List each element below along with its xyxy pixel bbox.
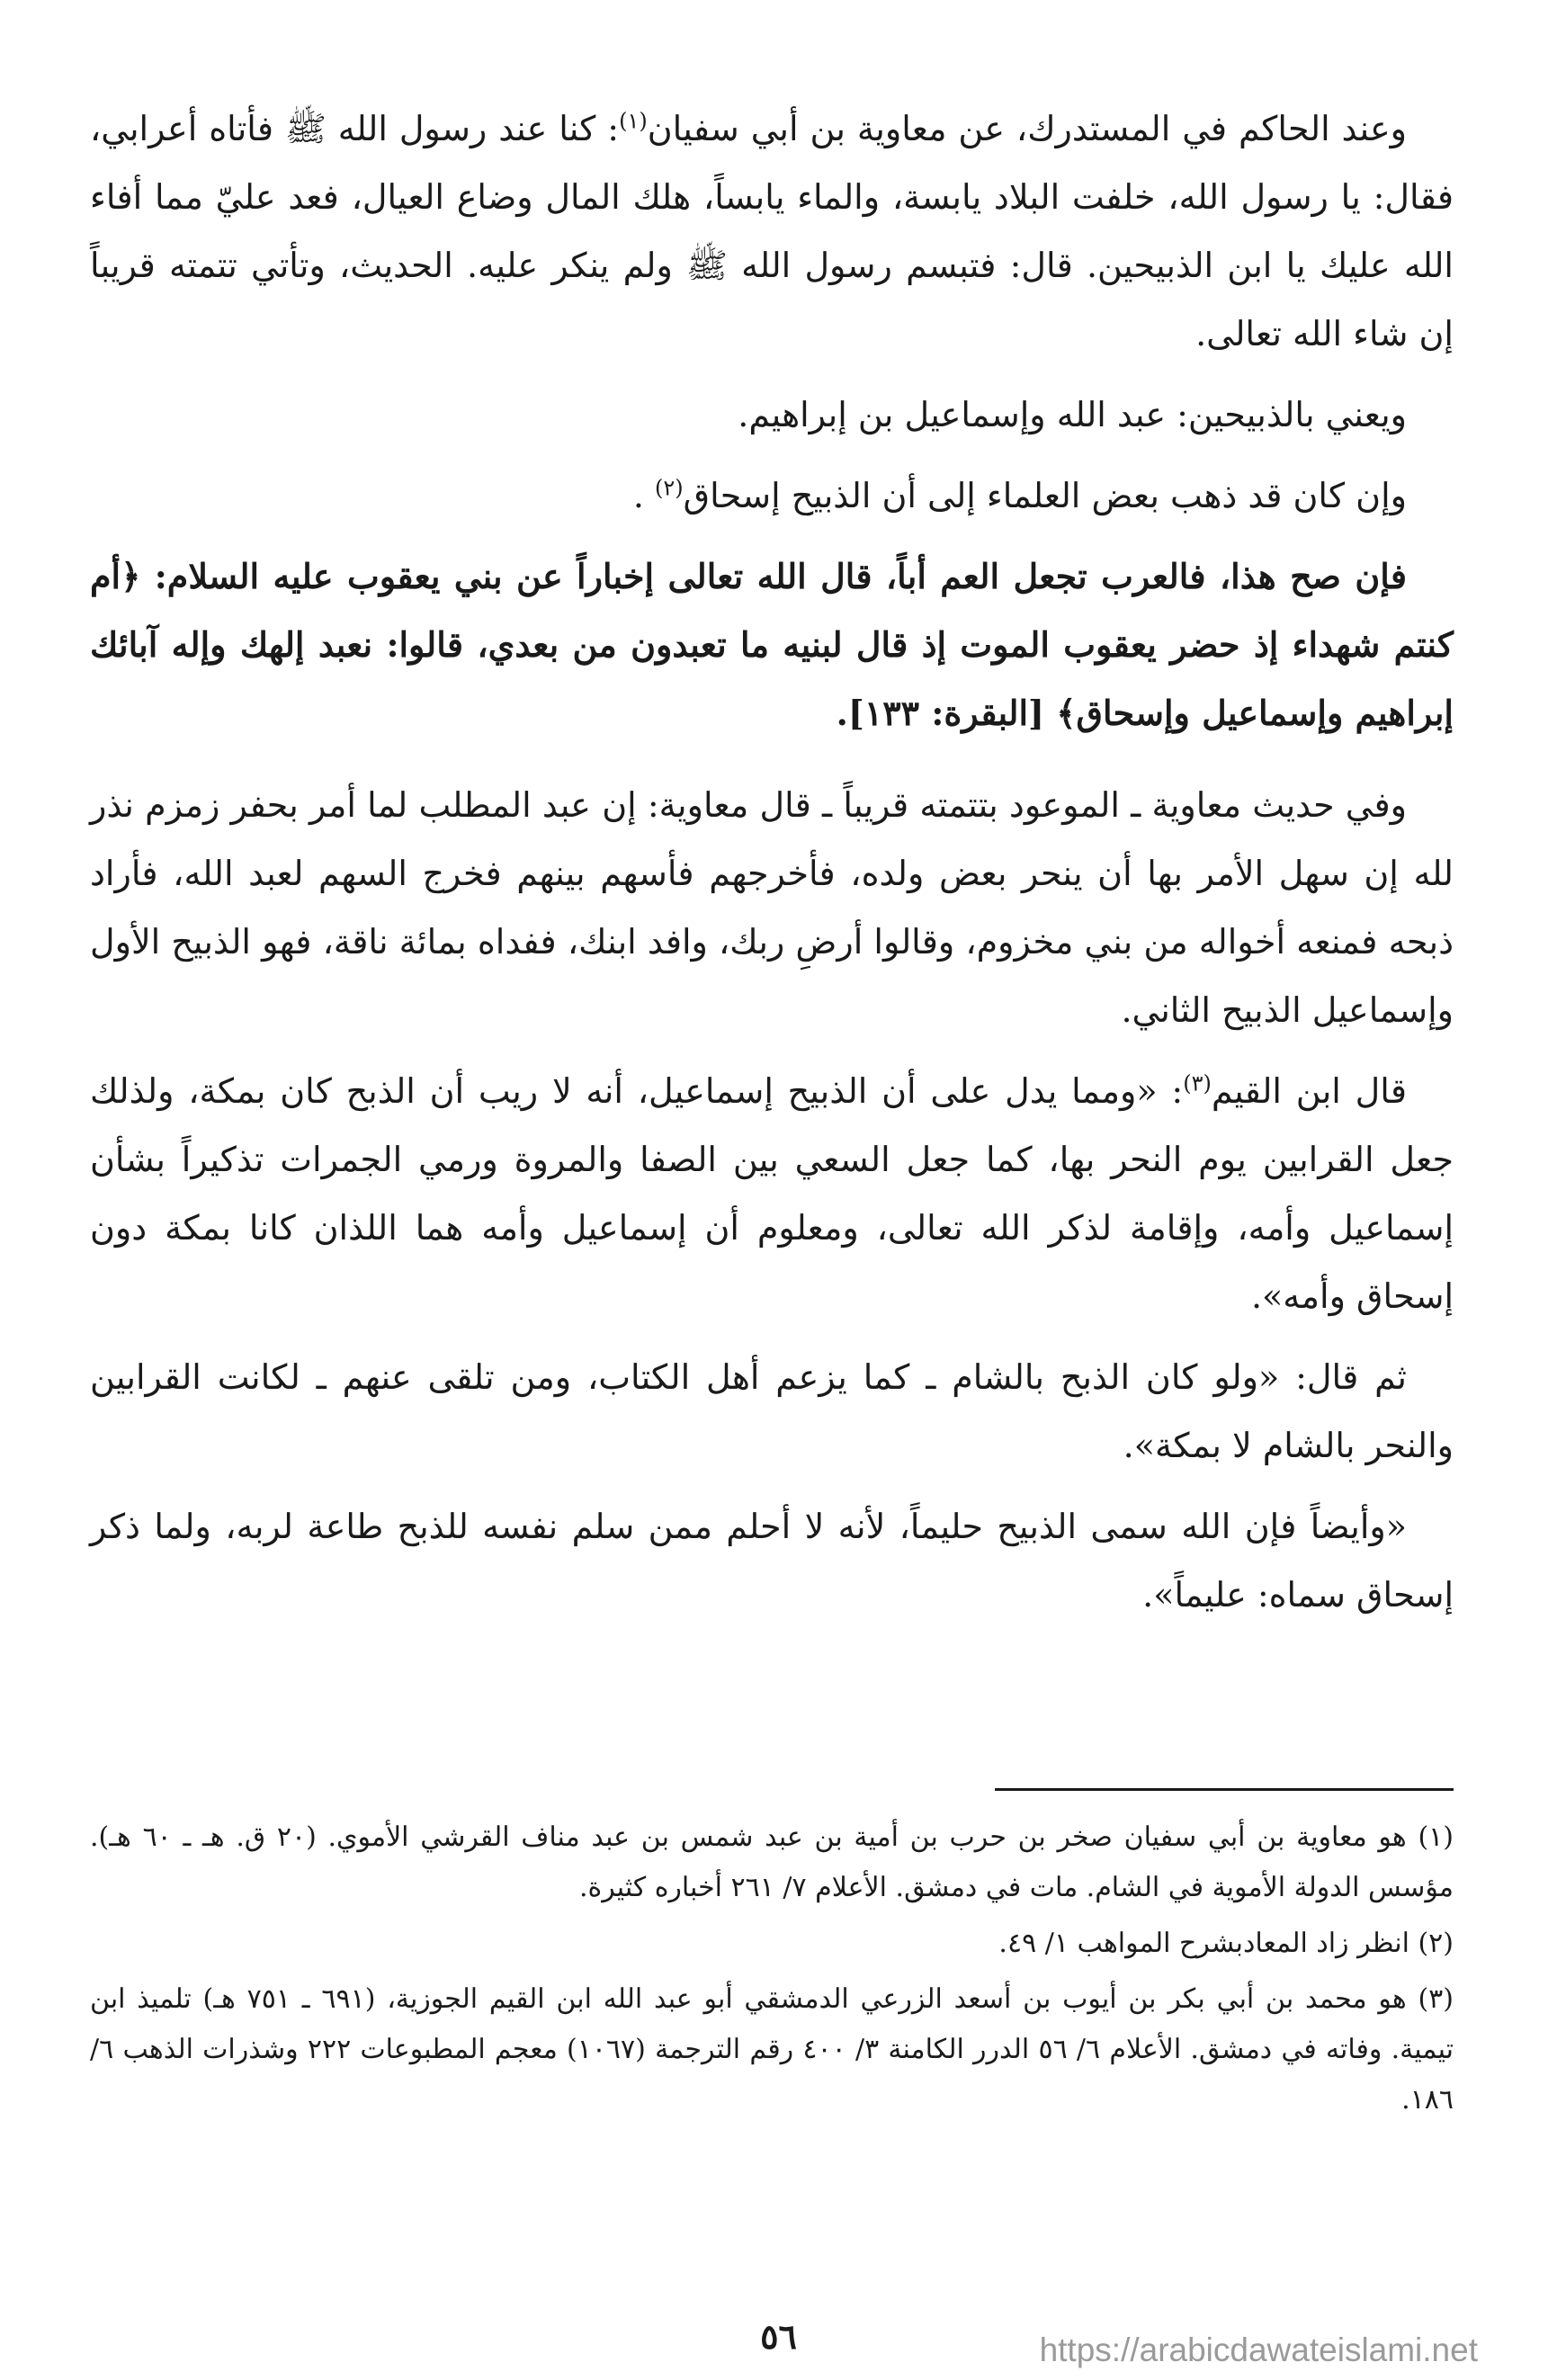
footnote-ref-2: (٢) [655,475,684,501]
paragraph-text: كنا عند رسول الله ﷺ فأتاه أعرابي، فقال: يا رسول الله، خلفت البلاد يابسة، والماء يابساً، هلك المال وضاع العيال، فعد عليّ مما أفاء الله عليك يا ابن الذبيحين. قال: فتبسم رسول الله ﷺ ولم ينكر عليه. الحديث، وتأتي تتمته قريباً إن شاء الله تعالى. [90,109,1454,353]
paragraph-hakim: وعند الحاكم في المستدرك، عن معاوية بن أبي سفيان$^{(١)}$: كنا عند رسول الله ﷺ فأتاه أعرابي، فقال: يا رسول الله، خلفت البلاد يابسة، والماء يابساً، هلك المال وضاع العيال، فعد عليّ مما أفاء الله عليك يا ابن الذبيحين. قال: فتبسم رسول الله ﷺ ولم ينكر عليه. الحديث، وتأتي تتمته قريباً إن شاء الله تعالى. [90,108,1454,353]
paragraph-text: وإن كان قد ذهب بعض العلماء إلى أن الذبيح إسحاق [683,476,1407,515]
paragraph-ishaq: وإن كان قد ذهب بعض العلماء إلى أن الذبيح إسحاق$^{(٢)}$ . [632,475,1407,515]
footnote-divider [995,1788,1454,1791]
watermark-url: https://arabicdawateislami.net [1039,2331,1478,2368]
footnotes [90,1812,1454,2131]
paragraph-text: وعند الحاكم في المستدرك، عن معاوية بن أبي سفيان [647,109,1407,148]
paragraph-halim: «وأيضاً فإن الله سمى الذبيح حليماً، لأنه لا أحلم ممن سلم نفسه للذبح طاعة لربه، ولما ذكر إسحاق سماه: عليماً». [90,1507,1454,1615]
paragraph-quran-verse: فإن صح هذا، فالعرب تجعل العم أباً، قال الله تعالى إخباراً عن بني يعقوب عليه السلام: ﴿أم كنتم شهداء إذ حضر يعقوب الموت إذ قال لبنيه ما تعبدون من بعدي، قالوا: نعبد إلهك وإله آبائك إبراهيم وإسماعيل وإسحاق﴾ [البقرة: ١٣٣]. [90,556,1454,733]
paragraph-text: قال ابن القيم [1211,1071,1407,1111]
footnote-2: (٢) انظر زاد المعادبشرح المواهب ١/ ٤٩. [998,1928,1454,1959]
footnote-ref-3: (٣) [1183,1070,1212,1096]
footnote-1: (١) هو معاوية بن أبي سفيان صخر بن حرب بن أمية بن عبد شمس بن عبد مناف القرشي الأموي. (٢٠ ق. هـ ـ ٦٠ هـ). مؤسس الدولة الأموية في الشام. مات في دمشق. الأعلام ٧/ ٢٦١ أخباره كثيرة. [90,1821,1454,1903]
footnote-3: (٣) هو محمد بن أبي بكر بن أيوب بن أسعد الزرعي الدمشقي أبو عبد الله ابن القيم الجوزية، (٦٩١ ـ ٧٥١ هـ) تلميذ ابن تيمية. وفاته في دمشق. الأعلام ٦/ ٥٦ الدرر الكامنة ٣/ ٤٠٠ رقم الترجمة (١٠٦٧) معجم المطبوعات ٢٢٢ وشذرات الذهب ٦/ ١٨٦. [90,1983,1454,2116]
paragraph-muawiya-hadith: وفي حديث معاوية ـ الموعود بتتمته قريباً ـ قال معاوية: إن عبد المطلب لما أمر بحفر زمزم نذر لله إن سهل الأمر بها أن ينحر بعض ولده، فأخرجهم فأسهم بينهم فخرج السهم لعبد الله، فأراد ذبحه فمنعه أخواله من بني مخزوم، وقالوا أرضِ ربك، وافد ابنك، ففداه بمائة ناقة، فهو الذبيح الأول وإسماعيل الذبيح الثاني. [90,785,1454,1030]
paragraph-ibn-qayyim: قال ابن القيم$^{(٣)}$: «ومما يدل على أن الذبيح إسماعيل، أنه لا ريب أن الذبح كان بمكة، ولذلك جعل القرابين يوم النحر بها، كما جعل السعي بين الصفا والمروة ورمي الجمرات تذكيراً بشأن إسماعيل وأمه، وإقامة لذكر الله تعالى، ومعلوم أن إسماعيل وأمه هما اللذان كانا بمكة دون إسحاق وأمه». [90,1070,1454,1316]
footnote-ref-1: (١) [619,108,648,134]
paragraph-sham: ثم قال: «ولو كان الذبح بالشام ـ كما يزعم أهل الكتاب، ومن تلقى عنهم ـ لكانت القرابين والنحر بالشام لا بمكة». [90,1357,1454,1465]
page-number: ٥٦ [760,2316,797,2357]
main-text [90,94,1454,1642]
paragraph-dhabihayn: ويعني بالذبيحين: عبد الله وإسماعيل بن إبراهيم. [738,395,1407,434]
paragraph-text: «ومما يدل على أن الذبيح إسماعيل، أنه لا ريب أن الذبح كان بمكة، ولذلك جعل القرابين يوم النحر بها، كما جعل السعي بين الصفا والمروة ورمي الجمرات تذكيراً بشأن إسماعيل وأمه، وإقامة لذكر الله تعالى، ومعلوم أن إسماعيل وأمه هما اللذان كانا بمكة دون إسحاق وأمه». [90,1071,1454,1316]
